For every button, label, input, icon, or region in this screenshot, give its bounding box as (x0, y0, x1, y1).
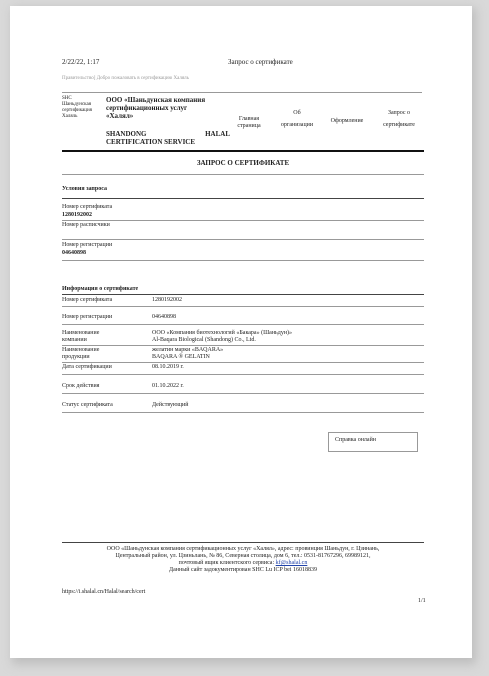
query-rule-3 (62, 260, 424, 261)
footer-line3 (54, 560, 432, 567)
footer-line1: ООО «Шаньдунская компания сертификационных услуг «Халял», адрес: провинция Шаньдун, г. Цзинань, (106, 546, 380, 552)
top-notice: Правительство] Добро пожаловать в сертификацию Халяль (62, 76, 189, 81)
info-rule-3 (62, 345, 424, 346)
query-cert-value[interactable]: 1280192002 (62, 212, 92, 218)
nav-home[interactable] (226, 116, 272, 130)
company-name-en-line1: SHANDONG HALAL (106, 130, 230, 138)
info-row-validity-value: 01.10.2022 г. (152, 383, 184, 389)
info-row-reg-label: Номер регистрации (62, 314, 113, 320)
info-row-company-value (152, 330, 292, 344)
footer-email-link[interactable]: kf@shalal.cn (275, 560, 308, 566)
query-reg-value[interactable]: 04640898 (62, 250, 86, 256)
header-bottom-rule (62, 150, 424, 152)
print-page-number: 1/1 (418, 598, 426, 604)
info-row-certdate-label: Дата сертификации (62, 364, 112, 370)
info-row-product-value-ru: желатин марки «BAQARA» (152, 347, 224, 353)
info-rule-1 (62, 306, 424, 307)
query-rule-1 (62, 220, 424, 221)
nav-about-label-1: Об (293, 110, 301, 116)
nav-about[interactable] (272, 110, 322, 129)
query-shipment-label: Номер расписчики (62, 222, 110, 228)
nav-home-label-1: Главная (238, 116, 260, 122)
info-row-company-label-1: Наименование (62, 330, 100, 336)
title-rule (62, 174, 424, 175)
print-page-title: Запрос о сертификате (228, 58, 293, 66)
info-row-company-value-en: Al-Baqara Biological (Shandong) Co., Ltd. (152, 337, 256, 343)
company-name-ru-line1: ООО «Шаньдунская компания (106, 96, 206, 104)
header-top-rule (62, 92, 422, 93)
main-title: ЗАПРОС О СЕРТИФИКАТЕ (196, 159, 290, 167)
info-row-reg-value: 04640898 (152, 314, 176, 320)
nav-cert-query-label-1: Запрос о (387, 110, 411, 116)
info-row-validity-label: Срок действия (62, 383, 100, 389)
info-row-product-label-1: Наименование (62, 347, 100, 353)
nav-registration-label: Оформление (330, 118, 364, 124)
print-url: https://i.shalal.cn/Halal/search/cert (62, 589, 146, 595)
nav-home-label-2: страница (237, 123, 261, 129)
online-help-button[interactable] (328, 432, 418, 452)
company-name-ru-line3: «Халял» (106, 112, 134, 120)
info-rule-2 (62, 324, 424, 325)
company-name-ru (106, 96, 230, 120)
query-heading-rule (62, 198, 424, 199)
query-reg-label: Номер регистрации (62, 242, 113, 248)
info-row-product-value-en: BAQARA ® GELATIN (152, 354, 210, 360)
online-help-label: Справка онлайн (335, 437, 376, 443)
footer-line2: Центральный район, ул. Цзиньлань, № 86, Северная столица, дом 6, тел.: 0531-81767296, 69989121, (115, 553, 371, 559)
query-cert-label: Номер сертификата (62, 204, 113, 210)
company-name-ru-line2: сертификационных услуг (106, 104, 188, 112)
info-row-product-label (62, 347, 99, 361)
footer-email-prefix: почтовый ящик клиентского сервиса: (178, 560, 275, 566)
info-row-cert-value: 1280192002 (152, 297, 182, 303)
info-row-company-label-2: компании (62, 337, 87, 343)
info-row-company-label (62, 330, 99, 344)
nav-registration[interactable] (320, 118, 374, 125)
nav-cert-query[interactable] (374, 110, 424, 129)
info-row-product-label-2: продукции (62, 354, 90, 360)
company-name-en (106, 130, 230, 146)
footer-rule (62, 542, 424, 543)
nav-about-label-2: организации (280, 122, 314, 128)
footer-line4: Данный сайт задокументирован SHC Lu ICP bei 16018839 (169, 567, 317, 573)
print-datetime: 2/22/22, 1:17 (62, 58, 100, 66)
info-rule-5 (62, 374, 424, 375)
info-rule-4 (62, 362, 424, 363)
site-logo[interactable]: SHC Шаньдунская сертификация Халяль (62, 96, 92, 119)
site-footer (54, 546, 432, 574)
info-row-certdate-value: 08.10.2019 г. (152, 364, 184, 370)
info-row-cert-label: Номер сертификата (62, 297, 113, 303)
info-row-status-label: Статус сертификата (62, 402, 113, 408)
info-row-product-value (152, 347, 223, 361)
info-heading: Информация о сертификате (62, 286, 139, 292)
info-row-status-value: Действующий (152, 402, 189, 408)
nav-cert-query-label-2: сертификате (383, 122, 415, 128)
info-row-company-value-ru: ООО «Компания биотехнологий «Бакара» (Шаньдун)» (152, 330, 293, 336)
query-heading: Условия запроса (62, 186, 107, 192)
query-rule-2 (62, 239, 424, 240)
info-rule-7 (62, 412, 424, 413)
document-page (10, 6, 472, 658)
info-heading-rule (62, 294, 424, 295)
info-rule-6 (62, 393, 424, 394)
company-name-en-line2: CERTIFICATION SERVICE (106, 138, 196, 146)
